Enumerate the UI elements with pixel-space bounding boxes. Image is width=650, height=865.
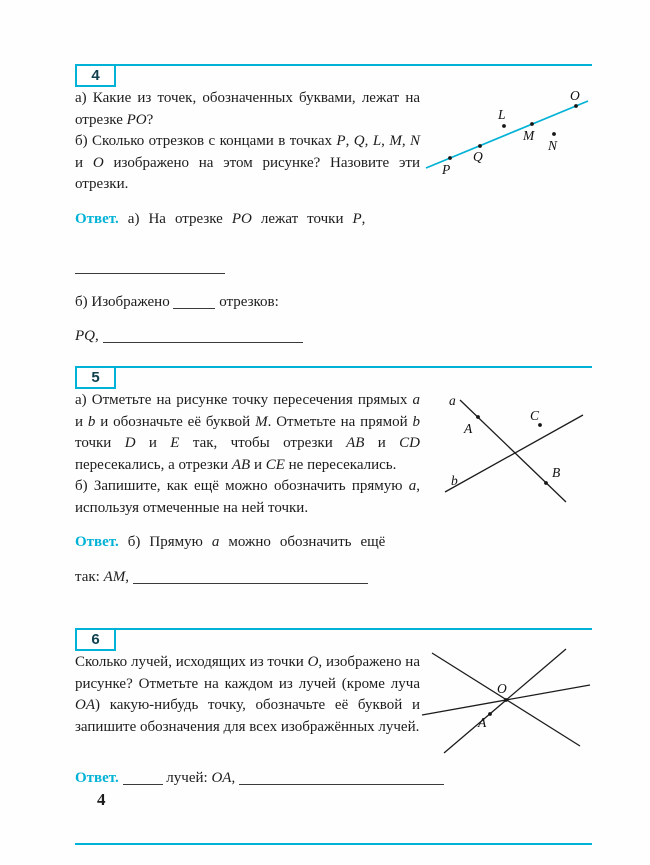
figure-rays-from-o (420, 646, 592, 760)
text-run: , используя отмеченные на ней точки. (75, 478, 420, 516)
exercise-6 (75, 628, 592, 790)
text-run: ? (146, 111, 154, 128)
text-run: , (381, 133, 390, 149)
math-variable: b (412, 413, 420, 430)
point-dot (502, 124, 506, 128)
point-dot (488, 712, 492, 716)
text-run: и обозначьте её буквой (95, 413, 256, 430)
point-dot (552, 132, 556, 136)
math-variable: CD (399, 435, 421, 451)
math-variable: PO (126, 111, 147, 128)
point-label: C (530, 408, 540, 423)
math-variable: D (124, 435, 136, 451)
exercise-4-task-text (75, 88, 420, 196)
exercise-4-number: 4 (91, 66, 100, 84)
text-run: и (75, 413, 88, 430)
point-dot (574, 104, 578, 108)
point-label: A (464, 421, 473, 436)
figure-svg (420, 392, 592, 510)
text-run: а) Отметьте на рисунке точку пересечения прямых (75, 392, 413, 408)
text-run: б) Запишите, как ещё можно обозначить прямую (75, 478, 409, 494)
math-variable: AB (346, 435, 365, 451)
point-label: O (497, 681, 507, 696)
answer-blank (173, 294, 215, 309)
text-run: точки (75, 435, 125, 451)
text-run: . Отметьте на прямой (267, 413, 413, 430)
figure-svg (420, 90, 592, 190)
task-4a-text (75, 88, 420, 131)
math-variable: PQ (75, 328, 95, 344)
exercise-6-number-badge (75, 628, 116, 651)
exercise-5-number-badge (75, 366, 116, 389)
text-run: и (364, 435, 400, 451)
figure-svg (420, 648, 592, 760)
math-variable: CE (265, 456, 285, 473)
math-variable: b (87, 413, 96, 430)
text-run: лежат точки (251, 210, 353, 227)
answer-4b-line (75, 292, 592, 314)
math-variable: AM (103, 568, 126, 585)
task-5b-text (75, 476, 420, 519)
exercise-5-body (75, 390, 592, 519)
bottom-rule (75, 843, 592, 845)
answer-label: Ответ. (75, 210, 119, 227)
text-run: б) Прямую (118, 534, 212, 550)
math-variable: PO (231, 210, 252, 227)
text-run: ) какую-нибудь точку, обозначьте её буквой и запишите обозначения для всех изображённых лучей. (75, 697, 420, 735)
exercise-5-task-text (75, 390, 420, 519)
exercise-6-body (75, 652, 592, 760)
math-variable: a (412, 392, 420, 408)
text-run: а) На отрезке (118, 210, 232, 227)
point-dot (476, 415, 480, 419)
text-run: , (231, 770, 239, 786)
answer-blank (75, 259, 225, 274)
point-label: L (498, 107, 506, 122)
answer-4a-line (75, 209, 592, 231)
point-label: O (570, 90, 580, 103)
point-dot (448, 156, 452, 160)
text-run: , (345, 133, 354, 149)
answer-4b-segments-line (75, 326, 592, 348)
exercise-6-number: 6 (91, 630, 100, 648)
exercise-5-number: 5 (91, 368, 100, 386)
math-variable: OA (75, 697, 95, 713)
text-run: а) Какие из точек, обозначенных буквами, лежат на отрезке (75, 90, 420, 128)
point-dot (478, 144, 482, 148)
math-variable: P (336, 133, 346, 149)
math-variable: a (408, 478, 417, 494)
answer-label: Ответ. (75, 534, 119, 550)
point-dot (504, 698, 508, 702)
math-variable: O (307, 654, 319, 670)
answer-blank (123, 770, 163, 785)
text-run: и (135, 435, 171, 451)
math-variable: L (372, 133, 382, 149)
figure-line (460, 400, 566, 502)
figure-crossing-lines-ab (420, 390, 592, 519)
point-label: Q (473, 149, 483, 164)
point-label: B (552, 465, 561, 480)
point-label: A (478, 715, 487, 730)
text-run: б) Изображено (75, 293, 174, 310)
exercise-6-header-rule (75, 628, 592, 652)
exercise-4-header-rule (75, 64, 592, 88)
task-4b-text (75, 131, 420, 196)
text-run: так: (75, 568, 104, 585)
point-label: N (548, 138, 558, 153)
exercise-4 (75, 64, 592, 348)
text-run: Сколько лучей, исходящих из точки (75, 654, 308, 670)
point-label: P (442, 162, 451, 177)
math-variable: M (389, 133, 402, 149)
line-label: b (451, 473, 458, 488)
exercise-4-number-badge (75, 64, 116, 87)
figure-segment-po (420, 88, 592, 196)
point-dot (530, 122, 534, 126)
answer-blank (133, 569, 368, 584)
task-5a-text (75, 390, 420, 476)
math-variable: Q (353, 133, 365, 149)
math-variable: AB (231, 456, 251, 473)
text-run: , (364, 133, 373, 149)
text-run: можно обозначить ещё (219, 534, 386, 550)
task-6-text (75, 652, 420, 738)
text-run: отрезков: (215, 293, 279, 310)
answer-5b-names-line (75, 567, 592, 589)
math-variable: N (410, 133, 421, 149)
page-number: 4 (97, 790, 106, 809)
text-run: , (95, 328, 103, 344)
text-run: б) Сколько отрезков с концами в точках (75, 133, 337, 149)
point-label: M (523, 128, 535, 143)
point-dot (538, 423, 542, 427)
text-run: , изображено на рисунке? Отметьте на каждом из лучей (кроме луча (75, 654, 420, 692)
text-run: пересекались, а отрезки (75, 456, 232, 473)
answer-label: Ответ. (75, 770, 119, 786)
answer-5b-line (75, 532, 592, 554)
text-run: так, чтобы отрезки (179, 435, 347, 451)
text-run: изображено на этом рисунке? Назовите эти отрезки. (75, 154, 421, 192)
point-dot (544, 481, 548, 485)
text-run: и (250, 456, 266, 473)
math-variable: O (92, 154, 104, 171)
answer-blank (239, 770, 444, 785)
math-variable: OA (211, 770, 232, 786)
text-run: , (125, 568, 133, 585)
text-run: не пересекались. (284, 456, 397, 473)
math-variable: M (255, 413, 268, 430)
math-variable: E (170, 435, 180, 451)
text-run: , (361, 210, 366, 227)
exercise-5 (75, 366, 592, 588)
answer-6-line (75, 768, 592, 790)
math-variable: P (352, 210, 362, 227)
text-run: и (75, 154, 93, 171)
text-run: , (401, 133, 411, 149)
math-variable: a (211, 534, 220, 550)
answer-blank (103, 328, 303, 343)
text-run: лучей: (162, 770, 212, 786)
answer-4a-continuation-line (75, 257, 592, 279)
exercise-4-body (75, 88, 592, 196)
line-label: a (449, 393, 456, 408)
exercise-5-header-rule (75, 366, 592, 390)
exercise-6-task-text (75, 652, 420, 760)
